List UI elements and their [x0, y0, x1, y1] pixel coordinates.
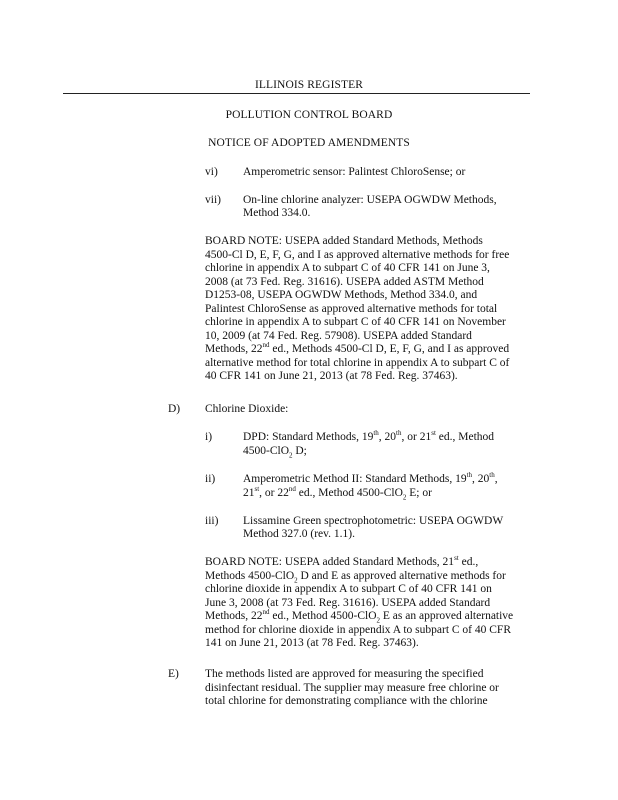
note1-line: alternative method for total chlorine in appendix A to subpart C of: [205, 356, 510, 369]
note2-line: Methods, 22nd ed., Method 4500-ClO$_2$ E as an approved alternative: [205, 608, 514, 625]
note2-line: Methods 4500-ClO$_2$ D and E as approved alternative methods for: [205, 569, 506, 584]
note1-line: BOARD NOTE: USEPA added Standard Methods, Methods: [205, 235, 483, 247]
note1-line: 10, 2009 (at 74 Fed. Reg. 57908). USEPA added Standard: [205, 329, 472, 342]
note1-line: chlorine in appendix A to subpart C of 40 CFR 141 on November: [205, 316, 506, 328]
note2-line: method for chlorine dioxide in appendix A to subpart C of 40 CFR: [205, 623, 511, 636]
notice-title: NOTICE OF ADOPTED AMENDMENTS: [208, 137, 410, 149]
item-vii-line1: On-line chlorine analyzer: USEPA OGWDW Methods,: [243, 194, 497, 206]
note2-line: chlorine dioxide in appendix A to subpart C of 40 CFR 141 on: [205, 583, 492, 595]
board-note-1: [205, 235, 545, 384]
section-e-text: [205, 668, 545, 709]
register-title: ILLINOIS REGISTER: [254, 79, 364, 91]
note2-line: June 3, 2008 (at 73 Fed. Reg. 31616). USEPA added Standard: [205, 596, 491, 609]
section-d-label: D): [168, 403, 181, 415]
header-rule: [63, 93, 530, 94]
item-d-iii-line1: Lissamine Green spectrophotometric: USEPA OGWDW: [243, 515, 504, 527]
item-vii-line2: Method 334.0.: [243, 207, 311, 219]
note2-line: 141 on June 21, 2013 (at 78 Fed. Reg. 37463).: [205, 637, 419, 649]
item-d-ii-text: Amperometric Method II: Standard Methods, 19th, 20th, 21st, or 22nd ed., Method 4500-ClO$_2$ E; or: [243, 471, 498, 501]
item-d-i-number: i): [205, 431, 213, 443]
item-d-i-text: DPD: Standard Methods, 19th, 20th, or 21st ed., Method 4500-ClO$_2$ D;: [243, 429, 495, 459]
board-title: POLLUTION CONTROL BOARD: [225, 109, 393, 121]
note1-line: Methods, 22nd ed., Methods 4500-Cl D, E, F, G, and I as approved: [205, 341, 510, 355]
item-vi-text: Amperometric sensor: Palintest ChloroSense; or: [243, 166, 466, 178]
note1-line: chlorine in appendix A to subpart C of 40 CFR 141 on June 3,: [205, 262, 490, 274]
note1-line: 2008 (at 73 Fed. Reg. 31616). USEPA added ASTM Method: [205, 275, 484, 288]
item-d-iii-line2: Method 327.0 (rev. 1.1).: [243, 528, 355, 540]
item-d-iii-number: iii): [205, 515, 219, 527]
board-note-2: [205, 556, 545, 651]
note1-line: 40 CFR 141 on June 21, 2013 (at 78 Fed. Reg. 37463).: [205, 370, 458, 382]
item-vii-number: vii): [205, 194, 221, 206]
note1-line: Palintest ChloroSense as approved alternative methods for total: [205, 302, 498, 315]
item-d-ii-number: ii): [205, 473, 216, 485]
section-e-label: E): [168, 668, 179, 680]
section-e-line: total chlorine for demonstrating compliance with the chlorine: [205, 695, 488, 707]
note1-line: 4500-Cl D, E, F, G, and I as approved alternative methods for free: [205, 248, 510, 261]
section-d-title: Chlorine Dioxide:: [205, 403, 289, 415]
note1-line: D1253-08, USEPA OGWDW Methods, Method 334.0, and: [205, 289, 478, 301]
section-e-line: The methods listed are approved for measuring the specified: [205, 668, 484, 680]
section-e-line: disinfectant residual. The supplier may measure free chlorine or: [205, 681, 499, 694]
item-vi-number: vi): [205, 166, 218, 178]
note2-line: BOARD NOTE: USEPA added Standard Methods, 21st ed.,: [205, 554, 479, 568]
